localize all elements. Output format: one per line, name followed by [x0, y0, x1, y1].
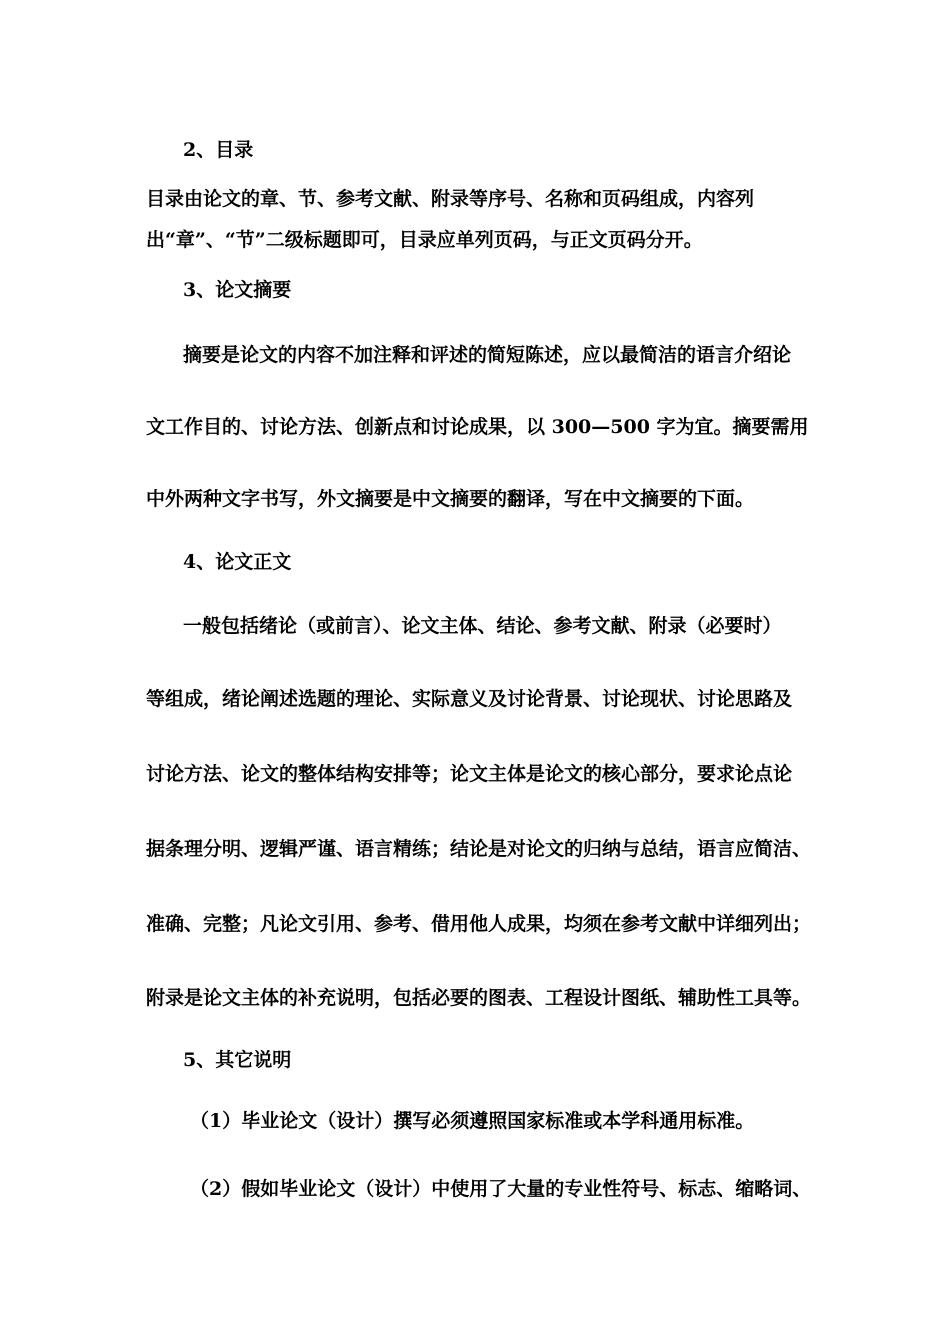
abstract-paragraph-line-1: 摘要是论文的内容不加注释和评述的简短陈述，应以最简洁的语言介绍论 — [183, 344, 792, 366]
abstract-paragraph-line-2: 文工作目的、讨论方法、创新点和讨论成果，以 300—500 字为宜。摘要需用 — [146, 416, 809, 438]
body-paragraph-line-6: 附录是论文主体的补充说明，包括必要的图表、工程设计图纸、辅助性工具等。 — [146, 987, 812, 1009]
section-heading-abstract: 3、论文摘要 — [183, 279, 292, 301]
body-paragraph-line-5: 准确、完整；凡论文引用、参考、借用他人成果，均须在参考文献中详细列出； — [146, 913, 812, 935]
other-item-1: （1）毕业论文（设计）撰写必须遵照国家标准或本学科通用标准。 — [190, 1110, 755, 1132]
section-heading-other: 5、其它说明 — [183, 1049, 292, 1071]
body-paragraph-line-4: 据条理分明、逻辑严谨、语言精练；结论是对论文的归纳与总结，语言应简洁、 — [146, 838, 812, 860]
toc-paragraph-line-2: 出“章”、“节”二级标题即可，目录应单列页码，与正文页码分开。 — [146, 229, 703, 251]
body-paragraph-line-1: 一般包括绪论（或前言）、论文主体、结论、参考文献、附录（必要时） — [183, 615, 782, 637]
body-paragraph-line-2: 等组成，绪论阐述选题的理论、实际意义及讨论背景、讨论现状、讨论思路及 — [146, 688, 793, 710]
toc-paragraph-line-1: 目录由论文的章、节、参考文献、附录等序号、名称和页码组成，内容列 — [146, 188, 755, 210]
other-item-2: （2）假如毕业论文（设计）中使用了大量的专业性符号、标志、缩略词、 — [190, 1178, 812, 1200]
abstract-paragraph-line-3: 中外两种文字书写，外文摘要是中文摘要的翻译，写在中文摘要的下面。 — [146, 488, 755, 510]
section-heading-body: 4、论文正文 — [183, 551, 292, 573]
body-paragraph-line-3: 讨论方法、论文的整体结构安排等；论文主体是论文的核心部分，要求论点论 — [146, 763, 793, 785]
section-heading-toc: 2、目录 — [183, 139, 254, 161]
